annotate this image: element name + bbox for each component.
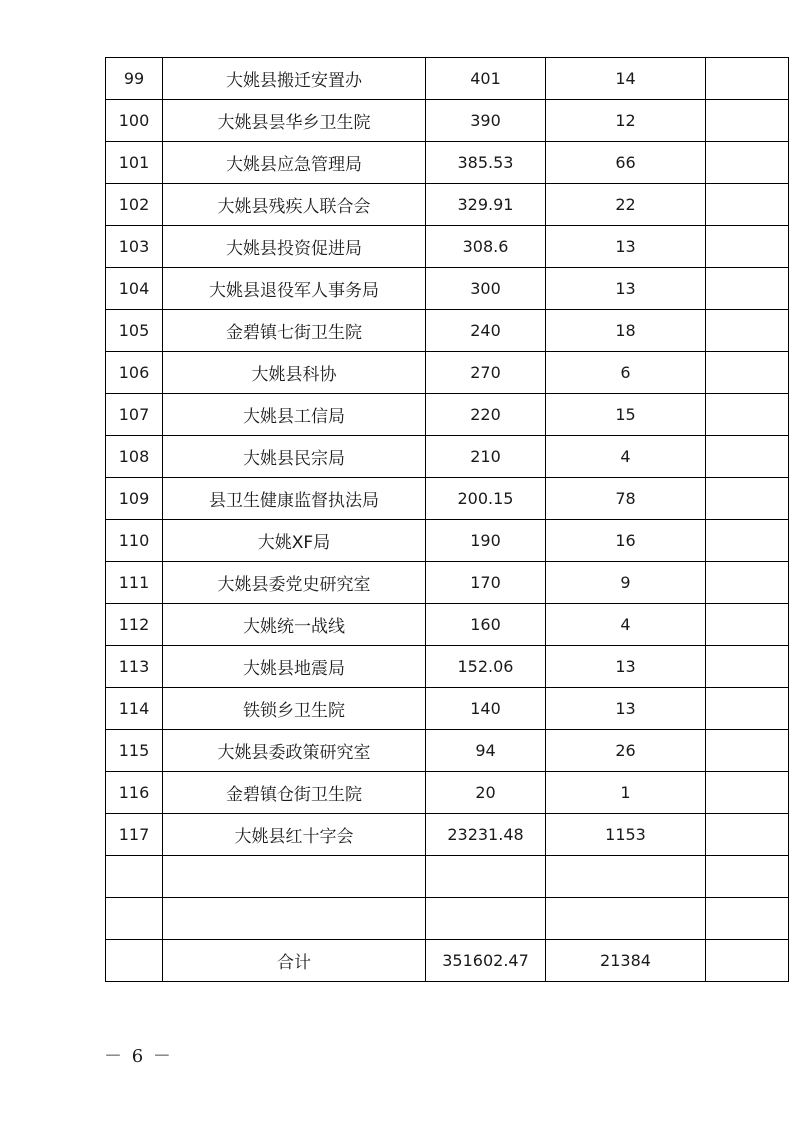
amount-cell: 20 xyxy=(426,772,546,814)
table-row xyxy=(106,520,789,562)
table-row xyxy=(106,394,789,436)
amount-cell: 190 xyxy=(426,520,546,562)
row-number-cell: 113 xyxy=(106,646,163,688)
donation-table-container xyxy=(105,57,789,982)
note-cell xyxy=(706,394,789,436)
count-cell: 13 xyxy=(546,226,706,268)
organization-name-cell: 大姚县红十字会 xyxy=(163,814,426,856)
table-row xyxy=(106,58,789,100)
table-row xyxy=(106,604,789,646)
table-row xyxy=(106,856,789,898)
amount-cell: 390 xyxy=(426,100,546,142)
note-cell xyxy=(706,478,789,520)
organization-name-cell: 大姚县地震局 xyxy=(163,646,426,688)
row-number-cell: 115 xyxy=(106,730,163,772)
table-row xyxy=(106,688,789,730)
table-body xyxy=(106,58,789,982)
note-cell xyxy=(706,310,789,352)
note-cell xyxy=(706,352,789,394)
row-number-cell: 101 xyxy=(106,142,163,184)
organization-name-cell: 大姚县投资促进局 xyxy=(163,226,426,268)
amount-cell: 329.91 xyxy=(426,184,546,226)
amount-cell: 94 xyxy=(426,730,546,772)
table-row xyxy=(106,100,789,142)
row-number-cell: 107 xyxy=(106,394,163,436)
table-row xyxy=(106,184,789,226)
count-cell: 21384 xyxy=(546,940,706,982)
amount-cell: 160 xyxy=(426,604,546,646)
table-row xyxy=(106,352,789,394)
row-number-cell: 111 xyxy=(106,562,163,604)
count-cell: 4 xyxy=(546,604,706,646)
count-cell: 66 xyxy=(546,142,706,184)
row-number-cell: 105 xyxy=(106,310,163,352)
note-cell xyxy=(706,142,789,184)
row-number-cell: 106 xyxy=(106,352,163,394)
organization-name-cell: 大姚县工信局 xyxy=(163,394,426,436)
table-row xyxy=(106,478,789,520)
amount-cell: 240 xyxy=(426,310,546,352)
amount-cell: 308.6 xyxy=(426,226,546,268)
amount-cell: 220 xyxy=(426,394,546,436)
row-number-cell: 117 xyxy=(106,814,163,856)
table-row xyxy=(106,646,789,688)
amount-cell: 401 xyxy=(426,58,546,100)
count-cell: 13 xyxy=(546,688,706,730)
note-cell xyxy=(706,226,789,268)
table-row xyxy=(106,310,789,352)
organization-name-cell: 大姚县退役军人事务局 xyxy=(163,268,426,310)
count-cell: 13 xyxy=(546,268,706,310)
donation-table xyxy=(105,57,789,982)
count-cell: 18 xyxy=(546,310,706,352)
note-cell xyxy=(706,730,789,772)
row-number-cell xyxy=(106,940,163,982)
organization-name-cell: 大姚县委政策研究室 xyxy=(163,730,426,772)
amount-cell: 23231.48 xyxy=(426,814,546,856)
row-number-cell: 102 xyxy=(106,184,163,226)
amount-cell: 152.06 xyxy=(426,646,546,688)
note-cell xyxy=(706,520,789,562)
count-cell: 6 xyxy=(546,352,706,394)
count-cell: 22 xyxy=(546,184,706,226)
organization-name-cell: 大姚县民宗局 xyxy=(163,436,426,478)
note-cell xyxy=(706,562,789,604)
organization-name-cell: 铁锁乡卫生院 xyxy=(163,688,426,730)
table-row xyxy=(106,898,789,940)
amount-cell xyxy=(426,898,546,940)
note-cell xyxy=(706,772,789,814)
note-cell xyxy=(706,58,789,100)
amount-cell xyxy=(426,856,546,898)
note-cell xyxy=(706,100,789,142)
organization-name-cell: 金碧镇七街卫生院 xyxy=(163,310,426,352)
table-row xyxy=(106,562,789,604)
note-cell xyxy=(706,898,789,940)
organization-name-cell: 大姚县科协 xyxy=(163,352,426,394)
note-cell xyxy=(706,856,789,898)
row-number-cell: 112 xyxy=(106,604,163,646)
amount-cell: 170 xyxy=(426,562,546,604)
count-cell xyxy=(546,856,706,898)
amount-cell: 140 xyxy=(426,688,546,730)
count-cell: 4 xyxy=(546,436,706,478)
count-cell: 9 xyxy=(546,562,706,604)
amount-cell: 351602.47 xyxy=(426,940,546,982)
amount-cell: 270 xyxy=(426,352,546,394)
amount-cell: 300 xyxy=(426,268,546,310)
count-cell xyxy=(546,898,706,940)
row-number-cell: 110 xyxy=(106,520,163,562)
table-row xyxy=(106,436,789,478)
organization-name-cell: 县卫生健康监督执法局 xyxy=(163,478,426,520)
organization-name-cell: 合计 xyxy=(163,940,426,982)
row-number-cell: 116 xyxy=(106,772,163,814)
note-cell xyxy=(706,436,789,478)
row-number-cell xyxy=(106,898,163,940)
organization-name-cell xyxy=(163,898,426,940)
count-cell: 16 xyxy=(546,520,706,562)
table-row xyxy=(106,730,789,772)
amount-cell: 210 xyxy=(426,436,546,478)
row-number-cell: 108 xyxy=(106,436,163,478)
count-cell: 26 xyxy=(546,730,706,772)
note-cell xyxy=(706,184,789,226)
organization-name-cell: 大姚县昙华乡卫生院 xyxy=(163,100,426,142)
table-row xyxy=(106,814,789,856)
note-cell xyxy=(706,940,789,982)
row-number-cell: 100 xyxy=(106,100,163,142)
organization-name-cell: 金碧镇仓街卫生院 xyxy=(163,772,426,814)
count-cell: 15 xyxy=(546,394,706,436)
table-row xyxy=(106,226,789,268)
row-number-cell: 104 xyxy=(106,268,163,310)
row-number-cell xyxy=(106,856,163,898)
organization-name-cell: 大姚县残疾人联合会 xyxy=(163,184,426,226)
note-cell xyxy=(706,646,789,688)
row-number-cell: 99 xyxy=(106,58,163,100)
row-number-cell: 114 xyxy=(106,688,163,730)
count-cell: 78 xyxy=(546,478,706,520)
note-cell xyxy=(706,268,789,310)
organization-name-cell: 大姚县委党史研究室 xyxy=(163,562,426,604)
table-row xyxy=(106,268,789,310)
row-number-cell: 109 xyxy=(106,478,163,520)
note-cell xyxy=(706,814,789,856)
organization-name-cell: 大姚县应急管理局 xyxy=(163,142,426,184)
organization-name-cell: 大姚县搬迁安置办 xyxy=(163,58,426,100)
table-row xyxy=(106,772,789,814)
organization-name-cell: 大姚统一战线 xyxy=(163,604,426,646)
page-number: － 6 － xyxy=(104,1046,173,1067)
row-number-cell: 103 xyxy=(106,226,163,268)
note-cell xyxy=(706,604,789,646)
table-row xyxy=(106,142,789,184)
amount-cell: 200.15 xyxy=(426,478,546,520)
organization-name-cell: 大姚XF局 xyxy=(163,520,426,562)
count-cell: 12 xyxy=(546,100,706,142)
count-cell: 1153 xyxy=(546,814,706,856)
note-cell xyxy=(706,688,789,730)
count-cell: 14 xyxy=(546,58,706,100)
count-cell: 1 xyxy=(546,772,706,814)
count-cell: 13 xyxy=(546,646,706,688)
organization-name-cell xyxy=(163,856,426,898)
amount-cell: 385.53 xyxy=(426,142,546,184)
table-row xyxy=(106,940,789,982)
